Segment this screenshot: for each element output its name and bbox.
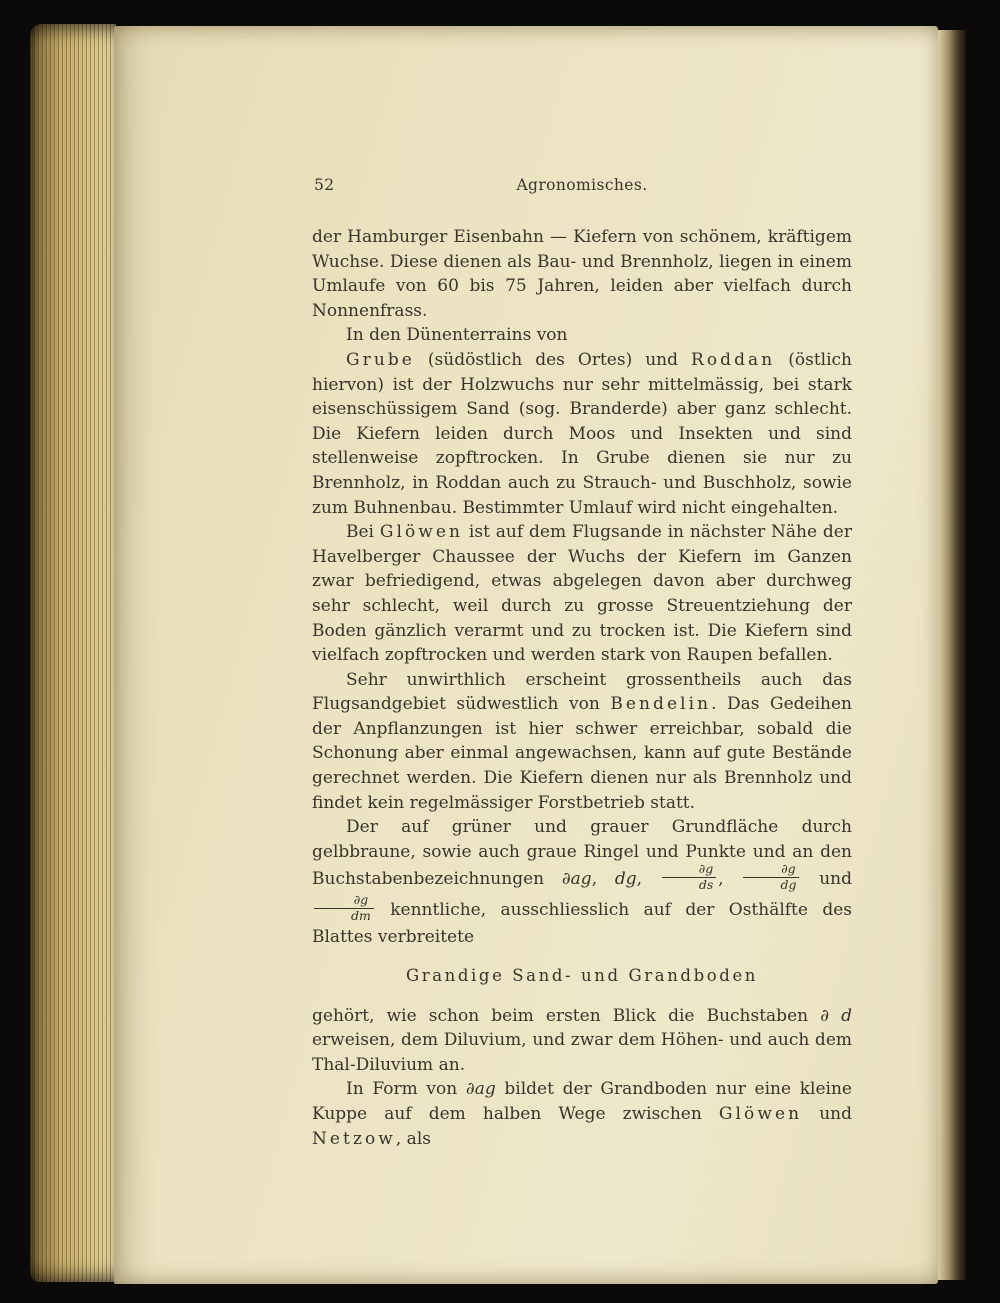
place-name: Glöwen [379,522,464,543]
place-name: Netzow [312,1128,396,1149]
paragraph [312,323,852,348]
math-symbol: ∂ag [561,869,592,890]
book-page [114,26,938,1284]
text-run: , [718,869,742,890]
page-number: 52 [314,176,335,194]
text-column [312,176,852,1151]
paragraph [312,225,852,323]
text-body [312,225,852,1151]
paragraph [312,348,852,520]
place-name: Grube [346,349,415,370]
text-run: der Hamburger Eisenbahn — Kiefern von schönem, kräftigem Wuchse. Diese dienen als Bau- und Brennholz, liegen in einem Umlaufe von 60 bis 75 Jahren, leiden aber vielfach durch Nonnenfrass. [312,227,852,321]
fraction-denominator: dm [314,908,374,924]
paragraph [312,668,852,816]
math-symbol: dg [614,869,637,890]
page-edge-stack [30,24,116,1282]
fraction-denominator: ds [662,877,716,893]
fraction [314,893,374,924]
text-run: ist auf dem Flugsande in nächster Nähe der Havelberger Chaussee der Wuchs der Kiefern im Ganzen zwar befriedigend, etwas abgelegen davon aber durchweg sehr schlecht, weil durch zu grosse Streuentziehung der Boden gänzlich verarmt und zu trocken ist. Die Kiefern sind vielfach zopftrocken und werden stark von Raupen befallen. [312,522,852,666]
section-heading: Grandige Sand- und Grandboden [405,966,759,986]
running-header: Agronomisches. [516,176,648,194]
fraction-numerator: ∂g [353,891,369,907]
paragraph [312,815,852,950]
paragraph [312,1077,852,1151]
math-symbol: ∂ d [820,1005,852,1026]
text-run: Sehr unwirthlich erscheint grossentheils auch das Flugsandgebiet südwestlich von [312,669,852,715]
paragraph [312,1004,852,1078]
text-run: kenntliche, ausschliesslich auf der Osthälfte des Blattes verbreitete [312,899,852,948]
running-header-row [312,176,852,194]
text-run: , [636,869,660,890]
text-run: erweisen, dem Diluvium, und zwar dem Höhen- und auch dem Thal-Diluvium an. [312,1030,852,1075]
fraction-numerator: ∂g [781,861,796,877]
text-run: Der auf grüner und grauer Grundfläche durch gelbbraune, sowie auch graue Ringel und Punkte und an den Buchstabenbezeichnungen [312,817,852,890]
text-run: (südöstlich des Ortes) und [414,349,691,370]
text-run: und [802,1104,852,1124]
text-run: Bei [346,522,380,543]
fraction [743,862,799,893]
text-run: In den Dünenterrains von [346,325,568,346]
text-run: In Form von [346,1079,466,1100]
text-run: . Das Gedeihen der Anpflanzungen ist hier schwer erreichbar, sobald die Schonung aber einmal angewachsen, kann auf gute Bestände gerechnet werden. Die Kiefern dienen nur als Brennholz und findet kein regelmässiger Forstbetrieb statt. [312,694,852,813]
paragraph [312,520,852,668]
page-fore-edge [938,30,966,1280]
fraction-denominator: dg [743,877,799,893]
text-run: und [801,869,852,890]
place-name: Glöwen [718,1104,803,1124]
text-run: , als [395,1128,431,1149]
text-run: gehört, wie schon beim ersten Blick die Buchstaben [312,1005,821,1026]
fraction-numerator: ∂g [698,861,714,877]
fraction [662,862,716,893]
math-symbol: ∂ag [465,1079,496,1100]
text-run: bildet der Grandboden nur eine kleine Kuppe auf dem halben Wege zwischen [312,1079,852,1124]
text-run: , [591,869,615,890]
text-run: (östlich hiervon) ist der Holzwuchs nur sehr mittelmässig, bei stark eisenschüssigem Sand (sog. Branderde) aber ganz schlecht. Die Kiefern leiden durch Moos und Insekten und sind stellenweise zopftrocken. In Grube dienen sie nur zu Brennholz, in Roddan auch zu Strauch- und Buschholz, sowie zum Buhnenbau. Bestimmter Umlauf wird nicht eingehalten. [312,349,852,518]
place-name: Bendelin [610,694,712,715]
place-name: Roddan [690,349,776,370]
